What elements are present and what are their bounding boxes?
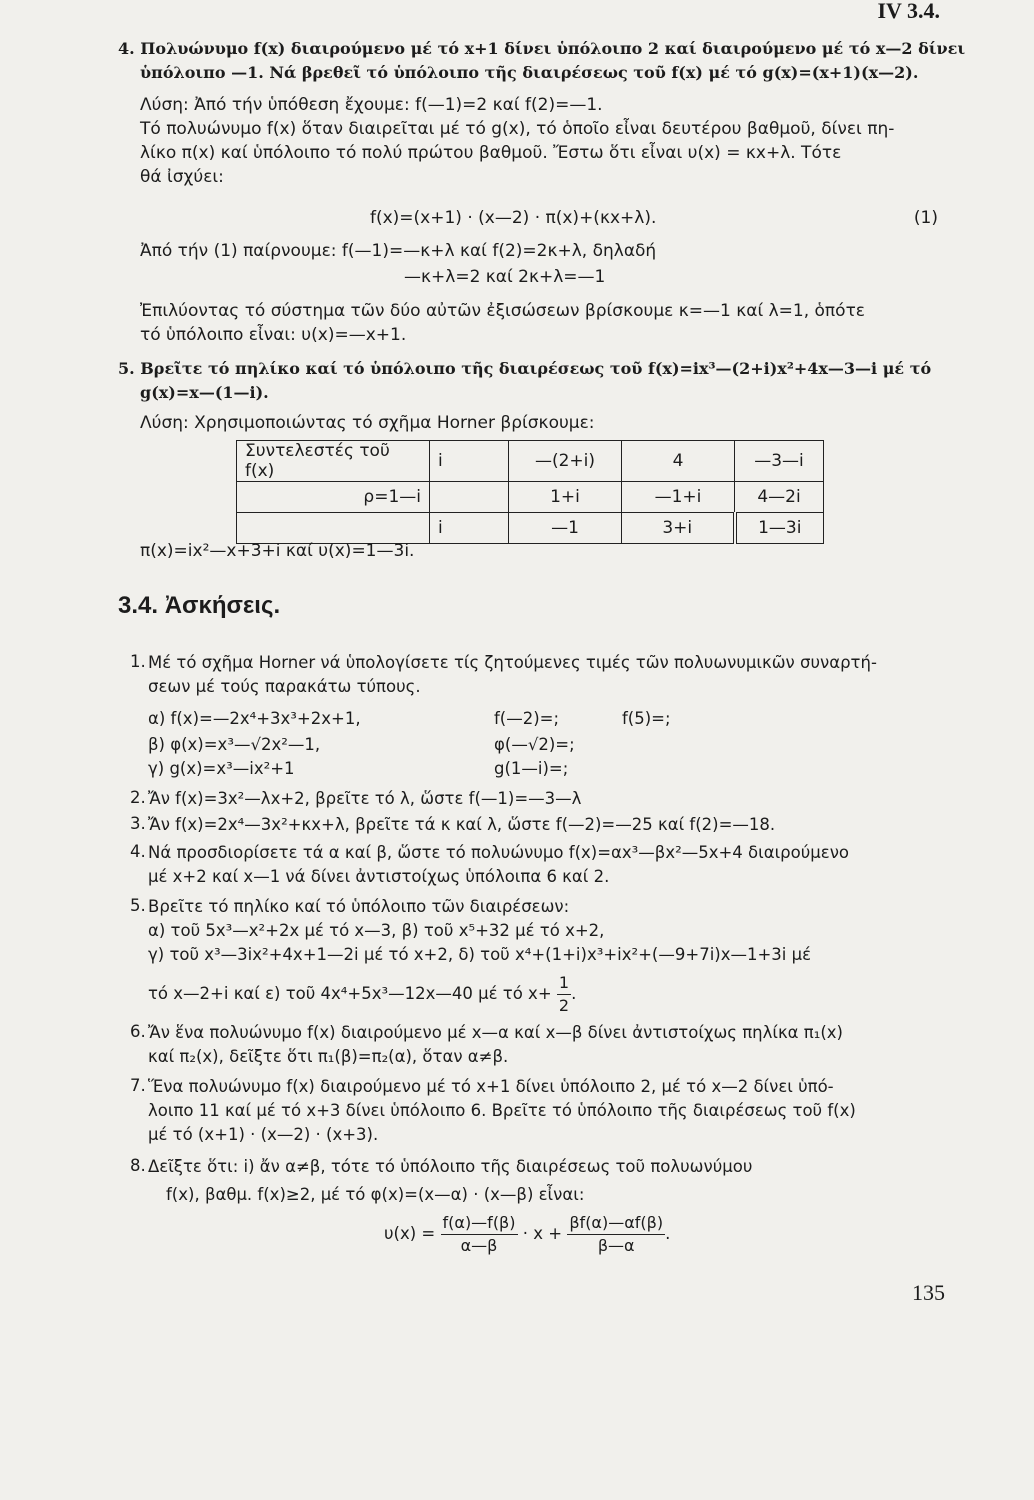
solution-line: Τό πολυώνυμο f(x) ὅταν διαιρεῖται μέ τό g(x), τό ὁποῖο εἶναι δευτέρου βαθμοῦ, δίνει πη- [140, 119, 895, 139]
exercise-item: α) f(x)=—2x⁴+3x³+2x+1, [148, 709, 361, 728]
equation-1: f(x)=(x+1) · (x—2) · π(x)+(κx+λ). [370, 208, 657, 228]
exercise-text: Ἕνα πολυώνυμο f(x) διαιρούμενο μέ τό x+1 δίνει ὑπόλοιπο 2, μέ τό x—2 δίνει ὑπό- [148, 1077, 834, 1096]
exercise-number: 2. [130, 788, 146, 807]
table-cell: —3—i [735, 441, 824, 482]
exercise-text: Μέ τό σχῆμα Horner νά ὑπολογίσετε τίς ζητούμενες τιμές τῶν πολυωνυμικῶν συναρτή- [148, 653, 877, 672]
exercise-number: 1. [130, 652, 146, 671]
solution-line: Λύση: Χρησιμοποιώντας τό σχῆμα Horner βρίσκουμε: [140, 413, 595, 433]
page-header: IV 3.4. [877, 0, 940, 23]
table-cell: 3+i [622, 513, 735, 544]
exercise-text: Ἄν f(x)=3x²—λx+2, βρεῖτε τό λ, ὥστε f(—1)=—3—λ [148, 789, 582, 808]
table-cell [430, 482, 509, 513]
table-cell: 4 [622, 441, 735, 482]
table-cell: —1 [509, 513, 622, 544]
exercise-number: 7. [130, 1076, 146, 1095]
problem-5-result: π(x)=ix²—x+3+i καί υ(x)=1—3i. [140, 541, 415, 561]
problem-number: 5. [118, 359, 135, 378]
exercise-text: τό x—2+i καί ε) τοῦ 4x⁴+5x³—12x—40 μέ τό x+ $\frac{1}{2}$ . [148, 973, 577, 1015]
table-cell: 1—3i [735, 513, 824, 544]
fraction: $\frac{f(\alpha)—f(\beta)}{\alpha—\beta}$ [442, 1213, 516, 1255]
exercise-text: σεων μέ τούς παρακάτω τύπους. [148, 677, 421, 696]
solution-line: Ἐπιλύοντας τό σύστημα τῶν δύο αὐτῶν ἐξισώσεων βρίσκουμε κ=—1 καί λ=1, ὁπότε [140, 301, 865, 321]
table-cell [237, 513, 430, 544]
problem-4-statement: 4. Πολυώνυμο f(x) διαιρούμενο μέ τό x+1 δίνει ὑπόλοιπο 2 καί διαιρούμενο μέ τό x—2 δίνει [118, 39, 966, 58]
exercise-item: g(1—i)=; [494, 759, 569, 778]
exercise-text: λοιπο 11 καί μέ τό x+3 δίνει ὑπόλοιπο 6. Βρεῖτε τό ὑπόλοιπο τῆς διαιρέσεως τοῦ f(x) [148, 1101, 856, 1120]
exercise-number: 3. [130, 814, 146, 833]
exercise-text: καί π₂(x), δεῖξτε ὅτι π₁(β)=π₂(α), ὅταν α≠β. [148, 1047, 509, 1066]
system-equations: —κ+λ=2 καί 2κ+λ=—1 [404, 267, 606, 287]
exercise-number: 5. [130, 896, 146, 915]
problem-5-statement: 5. Βρεῖτε τό πηλίκο καί τό ὑπόλοιπο τῆς διαιρέσεως τοῦ f(x)=ix³—(2+i)x²+4x—3—i μέ τό [118, 359, 932, 378]
problem-4-statement-cont: ὑπόλοιπο —1. Νά βρεθεῖ τό ὑπόλοιπο τῆς διαιρέσεως τοῦ f(x) μέ τό g(x)=(x+1)(x—2). [140, 63, 919, 82]
table-row [237, 441, 824, 482]
exercise-text: γ) τοῦ x³—3ix²+4x+1—2i μέ τό x+2, δ) τοῦ x⁴+(1+i)x³+ix²+(—9+7i)x—1+3i μέ [148, 945, 812, 964]
exercise-text: Βρεῖτε τό πηλίκο καί τό ὑπόλοιπο τῶν διαιρέσεων: [148, 897, 570, 916]
page-number: 135 [912, 1280, 945, 1305]
solution-line: τό ὑπόλοιπο εἶναι: υ(x)=—x+1. [140, 325, 407, 345]
exercise-text: Δεῖξτε ὅτι: i) ἄν α≠β, τότε τό ὑπόλοιπο τῆς διαιρέσεως τοῦ πολυωνύμου [148, 1157, 753, 1176]
table-cell: —1+i [622, 482, 735, 513]
horner-table [236, 440, 824, 544]
table-row [237, 482, 824, 513]
solution-line: Ἀπό τήν (1) παίρνουμε: f(—1)=—κ+λ καί f(2)=2κ+λ, δηλαδή [140, 241, 657, 261]
exercise-text: μέ x+2 καί x—1 νά δίνει ἀντιστοίχως ὑπόλοιπα 6 καί 2. [148, 867, 610, 886]
exercise-text: Ἄν ἕνα πολυώνυμο f(x) διαιρούμενο μέ x—α καί x—β δίνει ἀντιστοίχως πηλίκα π₁(x) [148, 1023, 843, 1042]
exercise-number: 8. [130, 1156, 146, 1175]
fraction: $\frac{\beta f(\alpha)—\alpha f(\beta)}{\beta—\alpha}$ [569, 1213, 664, 1255]
exercise-number: 4. [130, 842, 146, 861]
solution-line: Λύση: Ἀπό τήν ὑπόθεση ἔχουμε: f(—1)=2 καί f(2)=—1. [140, 95, 603, 115]
exercise-item: β) φ(x)=x³—√2x²—1, [148, 735, 321, 754]
remainder-formula: υ(x) = $\frac{f(\alpha)—f(\beta)}{\alpha—\beta}$ · x + $\frac{\beta f(\alpha)—\alpha f(\beta)}{\beta—\alpha}$ . [384, 1213, 671, 1255]
exercise-item: γ) g(x)=x³—ix²+1 [148, 759, 295, 778]
section-title: 3.4. Ἀσκήσεις. [118, 592, 281, 619]
fraction: $\frac{1}{2}$ [558, 973, 570, 1015]
exercise-text: f(x), βαθμ. f(x)≥2, μέ τό φ(x)=(x—α) · (x—β) εἶναι: [166, 1185, 585, 1204]
equation-number: (1) [913, 208, 938, 228]
solution-line: λίκο π(x) καί ὑπόλοιπο τό πολύ πρώτου βαθμοῦ. Ἔστω ὅτι εἶναι υ(x) = κx+λ. Τότε [140, 143, 842, 163]
problem-number: 4. [118, 39, 135, 58]
exercise-number: 6. [130, 1022, 146, 1041]
exercise-text: Ἄν f(x)=2x⁴—3x²+κx+λ, βρεῖτε τά κ καί λ, ὥστε f(—2)=—25 καί f(2)=—18. [148, 815, 776, 834]
table-cell: i [430, 441, 509, 482]
table-cell: ρ=1—i [237, 482, 430, 513]
table-cell: Συντελεστές τοῦ f(x) [237, 441, 430, 482]
table-cell: 1+i [509, 482, 622, 513]
exercise-text: Νά προσδιορίσετε τά α καί β, ὥστε τό πολυώνυμο f(x)=αx³—βx²—5x+4 διαιρούμενο [148, 843, 850, 862]
table-row [237, 513, 824, 544]
solution-line: θά ἰσχύει: [140, 167, 224, 187]
exercise-text: μέ τό (x+1) · (x—2) · (x+3). [148, 1125, 379, 1144]
table-cell: —(2+i) [509, 441, 622, 482]
exercise-item: f(5)=; [622, 709, 671, 728]
problem-5-statement-cont: g(x)=x—(1—i). [140, 383, 269, 402]
table-cell: 4—2i [735, 482, 824, 513]
table-cell: i [430, 513, 509, 544]
exercise-text: α) τοῦ 5x³—x²+2x μέ τό x—3, β) τοῦ x⁵+32 μέ τό x+2, [148, 921, 605, 940]
exercise-item: φ(—√2)=; [494, 735, 575, 754]
exercise-item: f(—2)=; [494, 709, 560, 728]
